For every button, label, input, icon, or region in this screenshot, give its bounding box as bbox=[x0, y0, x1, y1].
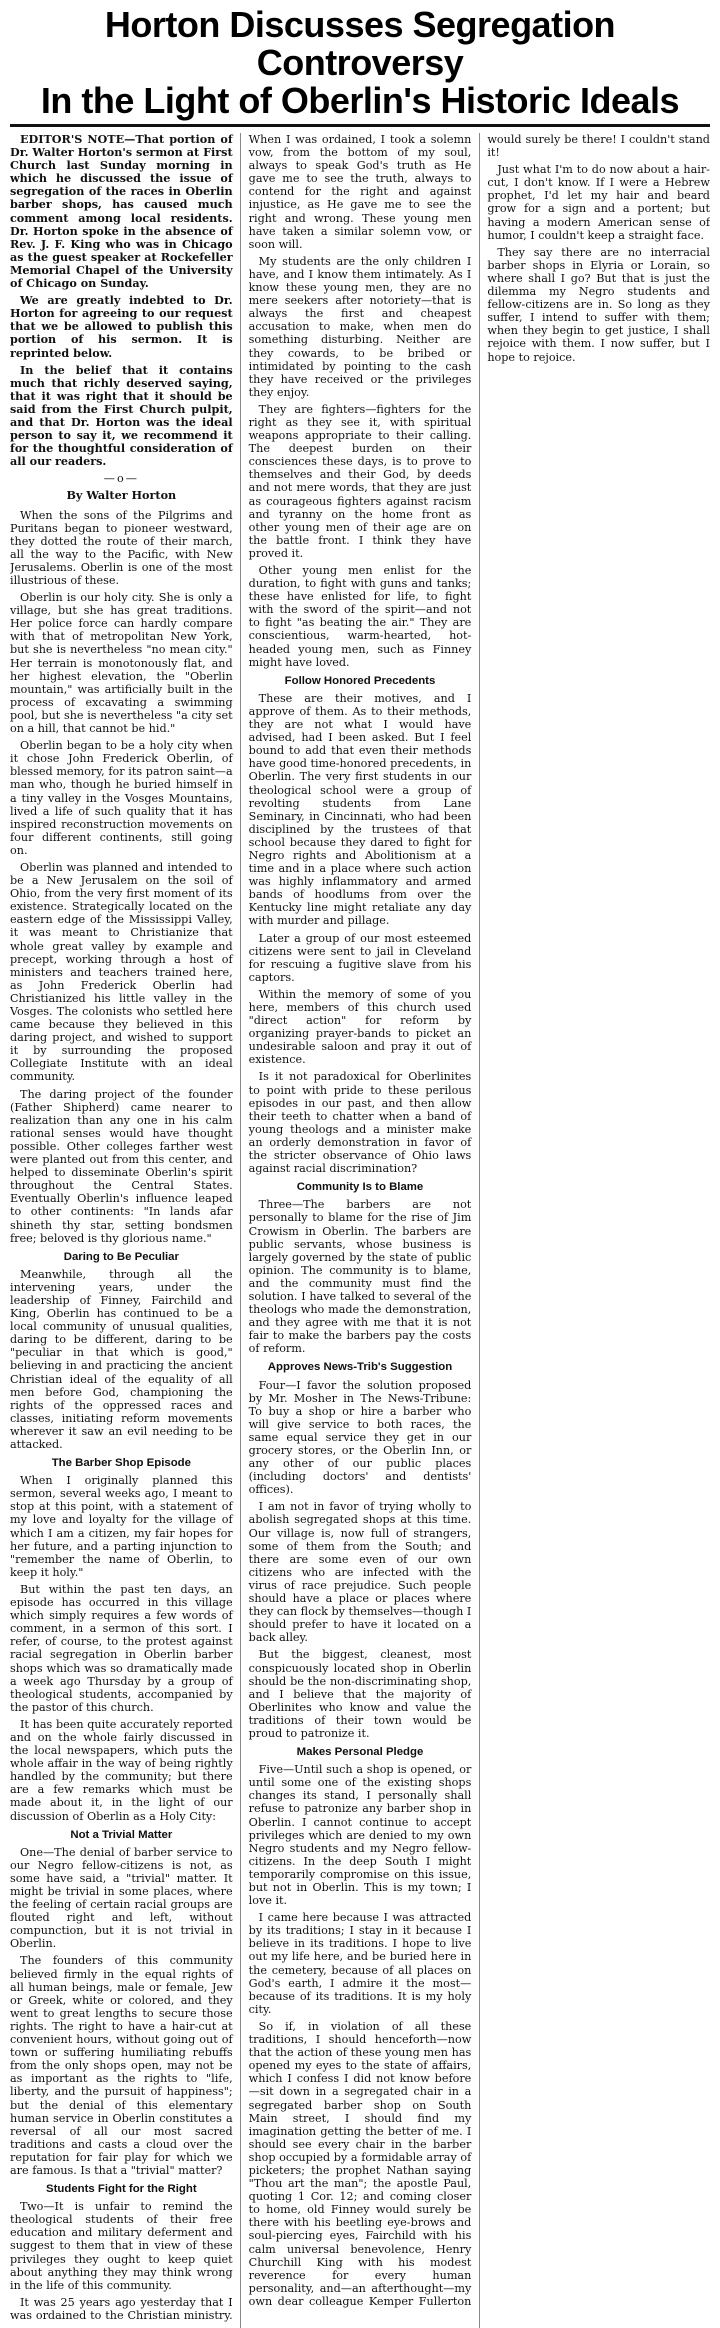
body-paragraph: They say there are no interracial barber shops in Elyria or Lorain, so where shall I go? But that is just the dilemma my Negro students and fellow-citizens are in. So long as they suffer, I intend to suffer with them; when they begin to get justice, I shall rejoice with them. I now suffer, but I hope to rejoice. bbox=[487, 245, 710, 364]
body-paragraph: When I originally planned this sermon, several weeks ago, I meant to stop at this point, with a statement of my love and loyalty for the village of which I am a citizen, my fair hopes for her future, and a parting injunction to "remember the name of Oberlin, to keep it holy." bbox=[10, 1474, 233, 1579]
body-paragraph: But within the past ten days, an episode has occurred in this village which simply requires a few words of comment, in a sermon of this sort. I refer, of course, to the protest against racial segregation in Oberlin barber shops which was so dramatically made a week ago Thursday by a group of theological students, accompanied by the pastor of this church. bbox=[10, 1582, 233, 1714]
body-paragraph: Oberlin is our holy city. She is only a village, but she has great traditions. Her police force can hardly compare with that of metropolitan New York, but she is nevertheless "no mean city." Her terrain is monotonously flat, and her highest elevation, the "Oberlin mountain," was artificially built in the process of excavating a swimming pool, but she is nevertheless "a city set on a hill, that cannot be hid." bbox=[10, 591, 233, 736]
editors-note-paragraph: EDITOR'S NOTE—That portion of Dr. Walter Horton's sermon at First Church last Sunday morning in which he discussed the issue of segregation of the races in Oberlin barber shops, has caused much comment among local residents. Dr. Horton spoke in the absence of Rev. J. F. King who was in Chicago as the guest speaker at Rockefeller Memorial Chapel of the University of Chicago on Sunday. bbox=[10, 133, 233, 291]
body-paragraph: It was 25 years ago yesterday that I was ordained to the Christian ministry. When I was ordained, I took a solemn vow, from the bottom of my soul, always to speak God's truth as He gave me to see the truth, always to contend for the right and against injustice, as He gave me to see the right and wrong. These young men have taken a similar solemn vow, or soon will. bbox=[10, 133, 472, 2322]
body-paragraph: Just what I'm to do now about a hair-cut, I don't know. If I were a Hebrew prophet, I'd let my hair and beard grow for a sign and a portent; but having a modern American sense of humor, I couldn't keep a straight face. bbox=[487, 163, 710, 242]
body-paragraph: Three—The barbers are not personally to blame for the rise of Jim Crowism in Oberlin. The barbers are public servants, whose business is largely governed by the state of public opinion. The community is to blame, and the community must find the solution. I have talked to several of the theologs who made the demonstration, and they agree with me that it is not fair to make the barbers pay the costs of reform. bbox=[248, 1198, 472, 1356]
body-paragraph: The daring project of the founder (Father Shipherd) came nearer to realization than any one in his calm rational senses would have thought possible. Other colleges farther west were planted out from this center, and helped to disseminate Oberlin's spirit throughout the Central States. Eventually Oberlin's influence leaped to other continents: "In lands afar shineth thy star, setting bondsmen free; beloved is thy glorious name." bbox=[10, 1087, 233, 1245]
body-paragraph: Other young men enlist for the duration, to fight with guns and tanks; these have enlisted for life, to fight with the sword of the spirit—and not to fight "as beating the air." They are conscientious, warm-hearted, hot-headed young men, such as Finney might have loved. bbox=[248, 564, 472, 669]
editors-note-paragraph: We are greatly indebted to Dr. Horton for agreeing to our request that we be allowed to publish this portion of his sermon. It is reprinted below. bbox=[10, 293, 233, 360]
section-heading: Daring to Be Peculiar bbox=[63, 1250, 179, 1263]
body-paragraph: These are their motives, and I approve of them. As to their methods, they are not what I would have advised, had I been asked. But I feel bound to add that even their methods have good time-honored precedents, in Oberlin. The very first students in our theological school were a group of revolting students from Lane Seminary, in Cincinnati, who had been disciplined by the trustees of that school because they dared to fight for Negro rights and Abolitionism at a time and in a place where such action was highly inflammatory and armed bands of hoodlums from over the Kentucky line might retaliate any day with murder and pillage. bbox=[248, 691, 472, 928]
separator: —o— bbox=[103, 472, 139, 486]
body-paragraph: Two—It is unfair to remind the theological students of their free education and military deferment and suggest to them that in view of these privileges they ought to keep quiet about anything they may think wrong in the life of this community. bbox=[10, 2200, 233, 2292]
section-heading: Community Is to Blame bbox=[296, 1181, 424, 1194]
headline-line-1: Horton Discusses Segregation Controversy bbox=[104, 4, 616, 83]
article-body bbox=[10, 133, 710, 2328]
body-paragraph: When the sons of the Pilgrims and Puritans began to pioneer westward, they dotted the route of their march, all the way to the Pacific, with New Jerusalems. Oberlin is one of the most illustrious of these. bbox=[10, 508, 233, 587]
section-heading: Students Fight for the Right bbox=[46, 2183, 197, 2196]
body-paragraph: So if, in violation of all these traditions, I should henceforth—now that the action of these young men has opened my eyes to the state of affairs, which I confess I did not know before—sit down in a segregated chair in a segregated barber shop on South Main street, I should find my imagination getting the better of me. I should see every chair in the barber shop occupied by a formidable array of picketers; the prophet Nathan saying "Thou art the man"; the apostle Paul, quoting 1 Cor. 12; and coming closer to home, old Finney would surely be there with his beetling eye-brows and soul-piercing eyes, Fairchild with his calm universal benevolence, Henry Churchill King with his modest reverence for every human personality, and—an afterthought—my own dear colleague Kemper Fullerton would surely be there! I couldn't stand it! bbox=[248, 133, 710, 2308]
headline bbox=[10, 6, 710, 120]
editors-note bbox=[10, 133, 233, 468]
body-paragraph: Five—Until such a shop is opened, or until some one of the existing shops changes its stand, I personally shall refuse to patronize any barber shop in Oberlin. I cannot continue to accept privileges which are denied to my own Negro students and my Negro fellow-citizens. In the deep South I might temporarily compromise on this issue, but not in Oberlin. This is my town; I love it. bbox=[248, 1763, 472, 1908]
body-paragraph: I came here because I was attracted by its traditions; I stay in it because I believe in its traditions. I hope to live out my life here, and be buried here in the cemetery, because of all places on God's earth, I admire it the most—because of its traditions. It is my holy city. bbox=[248, 1911, 472, 2016]
section-heading: Follow Honored Precedents bbox=[284, 674, 436, 687]
body-paragraph: Oberlin began to be a holy city when it chose John Frederick Oberlin, of blessed memory, for its patron saint—a man who, though he buried himself in a tiny valley in the Vosges Mountains, lived a life of such quality that it has inspired reconstruction movements on four different continents, still going on. bbox=[10, 739, 233, 857]
headline-line-2: In the Light of Oberlin's Historic Ideals bbox=[40, 80, 680, 121]
body-paragraph: But the biggest, cleanest, most conspicuously located shop in Oberlin should be the non-discriminating shop, and I believe that the majority of Oberlinites who know and value the traditions of their town would be proud to patronize it. bbox=[248, 1648, 472, 1740]
section-heading: Makes Personal Pledge bbox=[296, 1746, 424, 1759]
byline: By Walter Horton bbox=[66, 488, 177, 503]
body-paragraph: Is it not paradoxical for Oberlinites to point with pride to these perilous episodes in our past, and then allow their teeth to chatter when a band of young theologs and a minister make an orderly demonstration in favor of the stricter observance of Ohio laws against racial discrimination? bbox=[248, 1070, 472, 1176]
body-paragraph: Within the memory of some of you here, members of this church used "direct action" for reform by organizing prayer-bands to picket an undesirable saloon and pray it out of existence. bbox=[248, 987, 472, 1067]
section-heading: Not a Trivial Matter bbox=[70, 1828, 173, 1841]
body-paragraph: Meanwhile, through all the intervening years, under the leadership of Finney, Fairchild and King, Oberlin has continued to be a local community of unusual qualities, daring to be different, daring to be "peculiar in that which is good," believing in and practicing the ancient Christian ideal of the equality of all men before God, championing the rights of the oppressed races and classes, initiating reform movements wherever it saw an evil needing to be attacked. bbox=[10, 1267, 233, 1451]
body-paragraph: They are fighters—fighters for the right as they see it, with spiritual weapons appropriate to their calling. The deepest burden on their consciences these days, is to prove to themselves and their God, by deeds and not mere words, that they are just as courageous fighters against racism and tyranny on the home front as other young men of their age are on the battle front. I think they have proved it. bbox=[248, 402, 472, 560]
editors-note-paragraph: In the belief that it contains much that richly deserved saying, that it was right that it should be said from the First Church pulpit, and that Dr. Horton was the ideal person to say it, we recommend it for the thoughtful consideration of all our readers. bbox=[10, 362, 233, 469]
body-paragraph: Four—I favor the solution proposed by Mr. Mosher in The News-Tribune: To buy a shop or hire a barber who will give service to both races, the same equal service they get in our grocery stores, or the Oberlin Inn, or any other of our public places (including doctors' and dentists' offices). bbox=[248, 1378, 472, 1497]
section-heading: Approves News-Trib's Suggestion bbox=[267, 1361, 453, 1374]
body-paragraph: One—The denial of barber service to our Negro fellow-citizens is not, as some have said, a "trivial" matter. It might be trivial in some places, where the feeling of certain racial groups are flouted right and left, without compunction, but it is not trivial in Oberlin. bbox=[10, 1845, 233, 1951]
headline-rule bbox=[10, 124, 710, 127]
body-paragraph: It has been quite accurately reported and on the whole fairly discussed in the local newspapers, which puts the whole affair in the way of being rightly handled by the community; but there are a few remarks which must be made about it, in the light of our discussion of Oberlin as a Holy City: bbox=[10, 1717, 233, 1823]
body-paragraph: I am not in favor of trying wholly to abolish segregated shops at this time. Our village is, now full of strangers, some of them from the South; and there are some even of our own citizens who are infected with the virus of race prejudice. Such people should have a place or places where they can flock by themselves—though I should prefer to have it located on a back alley. bbox=[248, 1500, 472, 1645]
body-paragraph: Oberlin was planned and intended to be a New Jerusalem on the soil of Ohio, from the very first moment of its existence. Strategically located on the eastern edge of the Mississippi Valley, it was meant to Christianize that whole great valley by example and precept, working through a host of ministers and teachers trained here, as John Frederick Oberlin had Christianized his little valley in the Vosges. The colonists who settled here came because they believed in this daring project, and wished to support it by surrounding the proposed Collegiate Institute with an ideal community. bbox=[10, 860, 233, 1084]
body-paragraph: The founders of this community believed firmly in the equal rights of all human beings, male or female, Jew or Greek, white or colored, and they went to great lengths to secure those rights. The right to have a hair-cut at convenient hours, without going out of town or suffering humiliating rebuffs from the only shops open, may not be as important as the rights to "life, liberty, and the pursuit of happiness"; but the denial of this elementary human service in Oberlin constitutes a reversal of all our most sacred traditions and casts a cloud over the reputation for fair play for which we are famous. Is that a "trivial" matter? bbox=[10, 1954, 233, 2177]
body-paragraph: My students are the only children I have, and I know them intimately. As I know these young men, they are no mere seekers after notoriety—that is always the first and cheapest accusation to make, when men do something disturbing. Neither are they cowards, to be bribed or intimidated by pointing to the cash they have received or the privileges they enjoy. bbox=[248, 254, 472, 399]
section-heading: The Barber Shop Episode bbox=[51, 1457, 191, 1470]
body-paragraph: Later a group of our most esteemed citizens were sent to jail in Cleveland for rescuing a fugitive slave from his captors. bbox=[248, 931, 472, 984]
